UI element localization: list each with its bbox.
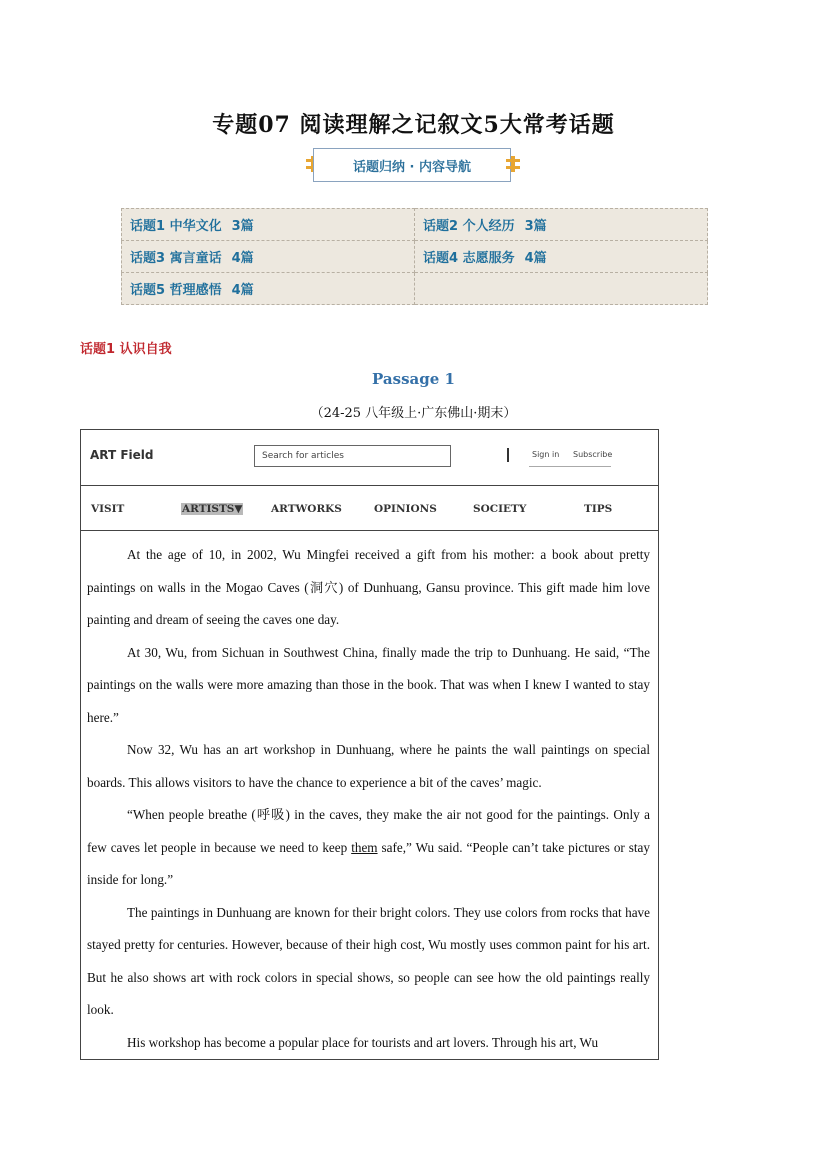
article-body [81, 531, 658, 1059]
topic-heading: 话题1 认识自我 [80, 342, 172, 357]
nav-item-artworks[interactable]: ARTWORKS [271, 503, 342, 515]
divider [529, 466, 611, 467]
topic-count: 3篇 [524, 219, 547, 234]
passage-source: （24-25 八年级上·广东佛山·期末） [310, 406, 517, 421]
table-row [122, 241, 708, 273]
nav-item-tips[interactable]: TIPS [584, 503, 613, 515]
topic-label: 话题3 寓言童话 [130, 251, 222, 266]
topic-count: 3篇 [231, 219, 254, 234]
subscribe-link[interactable]: Subscribe [573, 450, 613, 459]
nav-item-opinions[interactable]: OPINIONS [374, 503, 437, 515]
topic-count: 4篇 [231, 251, 254, 266]
site-logo[interactable]: ART Field [90, 448, 154, 462]
topic-label: 话题5 哲理感悟 [130, 283, 222, 298]
article-paragraph: Now 32, Wu has an art workshop in Dunhuang, where he paints the wall paintings on special boards. This allows visitors to have the chance to experience a bit of the caves’ magic. [87, 742, 650, 790]
banner-right-ornament-icon [506, 159, 520, 169]
website-mockup [80, 429, 659, 1060]
article-paragraph [87, 799, 650, 897]
topic-count: 4篇 [524, 251, 547, 266]
underlined-word: them [351, 839, 378, 855]
topic-cell[interactable] [122, 209, 415, 241]
content-nav-banner: 话题归纳 · 内容导航 [313, 148, 511, 182]
passage-title: Passage 1 [372, 370, 455, 388]
site-header [81, 430, 658, 486]
empty-cell [415, 273, 708, 305]
sign-in-link[interactable]: Sign in [532, 450, 560, 459]
paragraph-text: safe,” Wu said. “People can’t take pictures or stay inside for long.” [87, 839, 650, 887]
topic-cell[interactable] [122, 241, 415, 273]
topic-label: 话题2 个人经历 [423, 219, 515, 234]
nav-item-artists[interactable]: ARTISTS▼ [182, 503, 243, 515]
topic-label: 话题1 中华文化 [130, 219, 222, 234]
topic-cell[interactable] [122, 273, 415, 305]
site-nav [81, 486, 658, 531]
topic-navigation-table [121, 208, 708, 305]
topic-count: 4篇 [231, 283, 254, 298]
article-paragraph: At 30, Wu, from Sichuan in Southwest China, finally made the trip to Dunhuang. He said, “The paintings on the walls were more amazing than those in the book. That was when I knew I wanted to stay here.” [87, 644, 650, 725]
article-paragraph: The paintings in Dunhuang are known for their bright colors. They use colors from rocks that have stayed pretty for centuries. However, because of their high cost, Wu mostly uses common paint for his art. But he also shows art with rock colors in special shows, so people can see how the old paintings really look. [87, 904, 650, 1017]
topic-label: 话题4 志愿服务 [423, 251, 515, 266]
article-paragraph: His workshop has become a popular place for tourists and art lovers. Through his art, Wu [127, 1034, 599, 1050]
article-paragraph: At the age of 10, in 2002, Wu Mingfei received a gift from his mother: a book about pretty paintings on walls in the Mogao Caves (洞穴) of Dunhuang, Gansu province. This gift made him love painting and dream of seeing the caves one day. [87, 547, 650, 627]
document-title: 专题07 阅读理解之记叙文5大常考话题 [212, 112, 615, 138]
paragraph-text: “When people breathe (呼吸) in the caves, they make the air not good for the paintings. Only a few caves let people in because we need to keep [87, 807, 650, 855]
nav-item-society[interactable]: SOCIETY [473, 503, 527, 515]
nav-item-visit[interactable]: VISIT [91, 503, 125, 515]
divider [507, 448, 509, 462]
table-row [122, 273, 708, 305]
table-row [122, 209, 708, 241]
search-input[interactable]: Search for articles [254, 445, 451, 467]
topic-cell[interactable] [415, 209, 708, 241]
topic-cell[interactable] [415, 241, 708, 273]
